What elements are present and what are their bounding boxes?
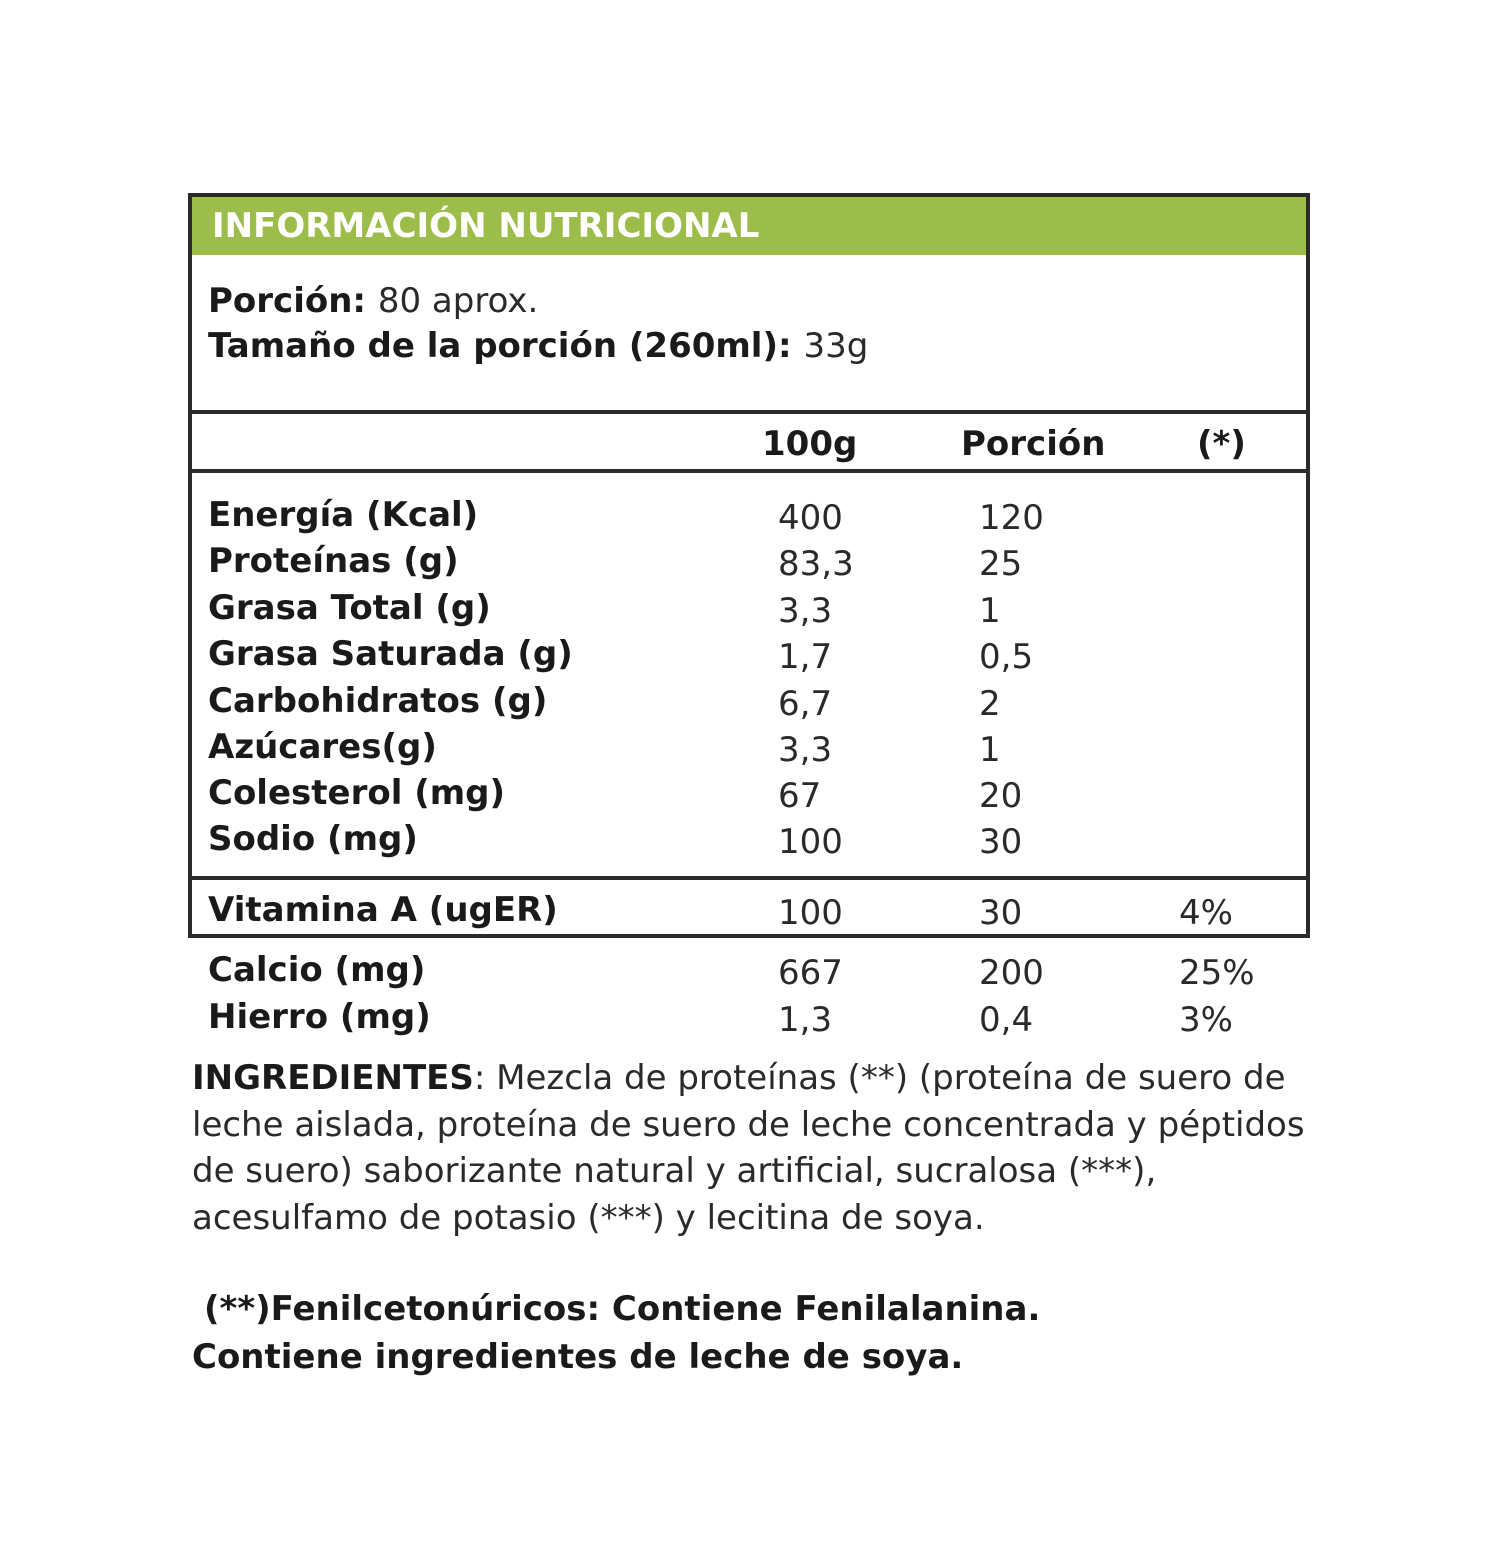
- nutrient-name: Hierro (mg): [208, 997, 431, 1037]
- portions-value: 80 aprox.: [377, 281, 539, 321]
- column-header-portion: Porción: [961, 424, 1106, 464]
- nutrient-name: Azúcares(g): [208, 727, 437, 767]
- value-per-portion: 25: [979, 544, 1023, 584]
- value-per-100g: 100: [778, 893, 843, 933]
- value-per-portion: 0,5: [979, 637, 1034, 677]
- value-per-portion: 200: [979, 953, 1044, 993]
- value-per-100g: 667: [778, 953, 843, 993]
- divider: [192, 876, 1306, 880]
- label-title: INFORMACIÓN NUTRICIONAL: [192, 197, 1306, 255]
- value-per-100g: 67: [778, 776, 822, 816]
- phenylketonuria-note: (**)Fenilcetonúricos: Contiene Fenilalanina.: [204, 1289, 1041, 1329]
- divider: [192, 469, 1306, 473]
- portions-line: [208, 281, 538, 321]
- serving-size-line: [208, 326, 868, 366]
- nutrient-name: Grasa Total (g): [208, 588, 491, 628]
- serving-size-value: 33g: [803, 326, 869, 366]
- value-daily-percent: 25%: [1179, 953, 1255, 993]
- nutrient-name: Colesterol (mg): [208, 773, 506, 813]
- nutrient-name: Grasa Saturada (g): [208, 634, 573, 674]
- value-per-100g: 1,3: [778, 1000, 833, 1040]
- value-daily-percent: 4%: [1179, 893, 1233, 933]
- value-per-100g: 3,3: [778, 730, 833, 770]
- allergen-note: Contiene ingredientes de leche de soya.: [192, 1337, 964, 1377]
- nutrient-name: Carbohidratos (g): [208, 681, 548, 721]
- value-per-portion: 0,4: [979, 1000, 1034, 1040]
- value-per-portion: 1: [979, 730, 1001, 770]
- divider: [192, 410, 1306, 414]
- value-per-portion: 20: [979, 776, 1023, 816]
- value-per-100g: 3,3: [778, 591, 833, 631]
- value-per-100g: 83,3: [778, 544, 854, 584]
- nutrient-name: Sodio (mg): [208, 819, 418, 859]
- ingredients-label: INGREDIENTES: [192, 1058, 474, 1098]
- column-header-dv: (*): [1197, 424, 1246, 464]
- value-per-100g: 100: [778, 822, 843, 862]
- value-per-portion: 1: [979, 591, 1001, 631]
- serving-size-label: Tamaño de la porción (260ml):: [208, 326, 792, 366]
- value-per-100g: 400: [778, 498, 843, 538]
- portions-label: Porción:: [208, 281, 367, 321]
- ingredients-text: : Mezcla de proteínas (**) (proteína de suero de leche aislada, proteína de suero de leche concentrada y péptidos de suero) saborizante natural y artificial, sucralosa (***), acesulfamo de potasio (***) y lecitina de soya.: [192, 1058, 1305, 1238]
- nutrient-name: Vitamina A (ugER): [208, 890, 558, 930]
- ingredients-paragraph: [192, 1055, 1352, 1241]
- value-per-portion: 30: [979, 822, 1023, 862]
- value-per-portion: 30: [979, 893, 1023, 933]
- value-per-100g: 1,7: [778, 637, 833, 677]
- nutrient-name: Energía (Kcal): [208, 495, 479, 535]
- nutrient-name: Proteínas (g): [208, 541, 459, 581]
- value-daily-percent: 3%: [1179, 1000, 1233, 1040]
- nutrient-name: Calcio (mg): [208, 950, 426, 990]
- value-per-portion: 120: [979, 498, 1044, 538]
- column-header-100g: 100g: [762, 424, 858, 464]
- value-per-portion: 2: [979, 684, 1001, 724]
- value-per-100g: 6,7: [778, 684, 833, 724]
